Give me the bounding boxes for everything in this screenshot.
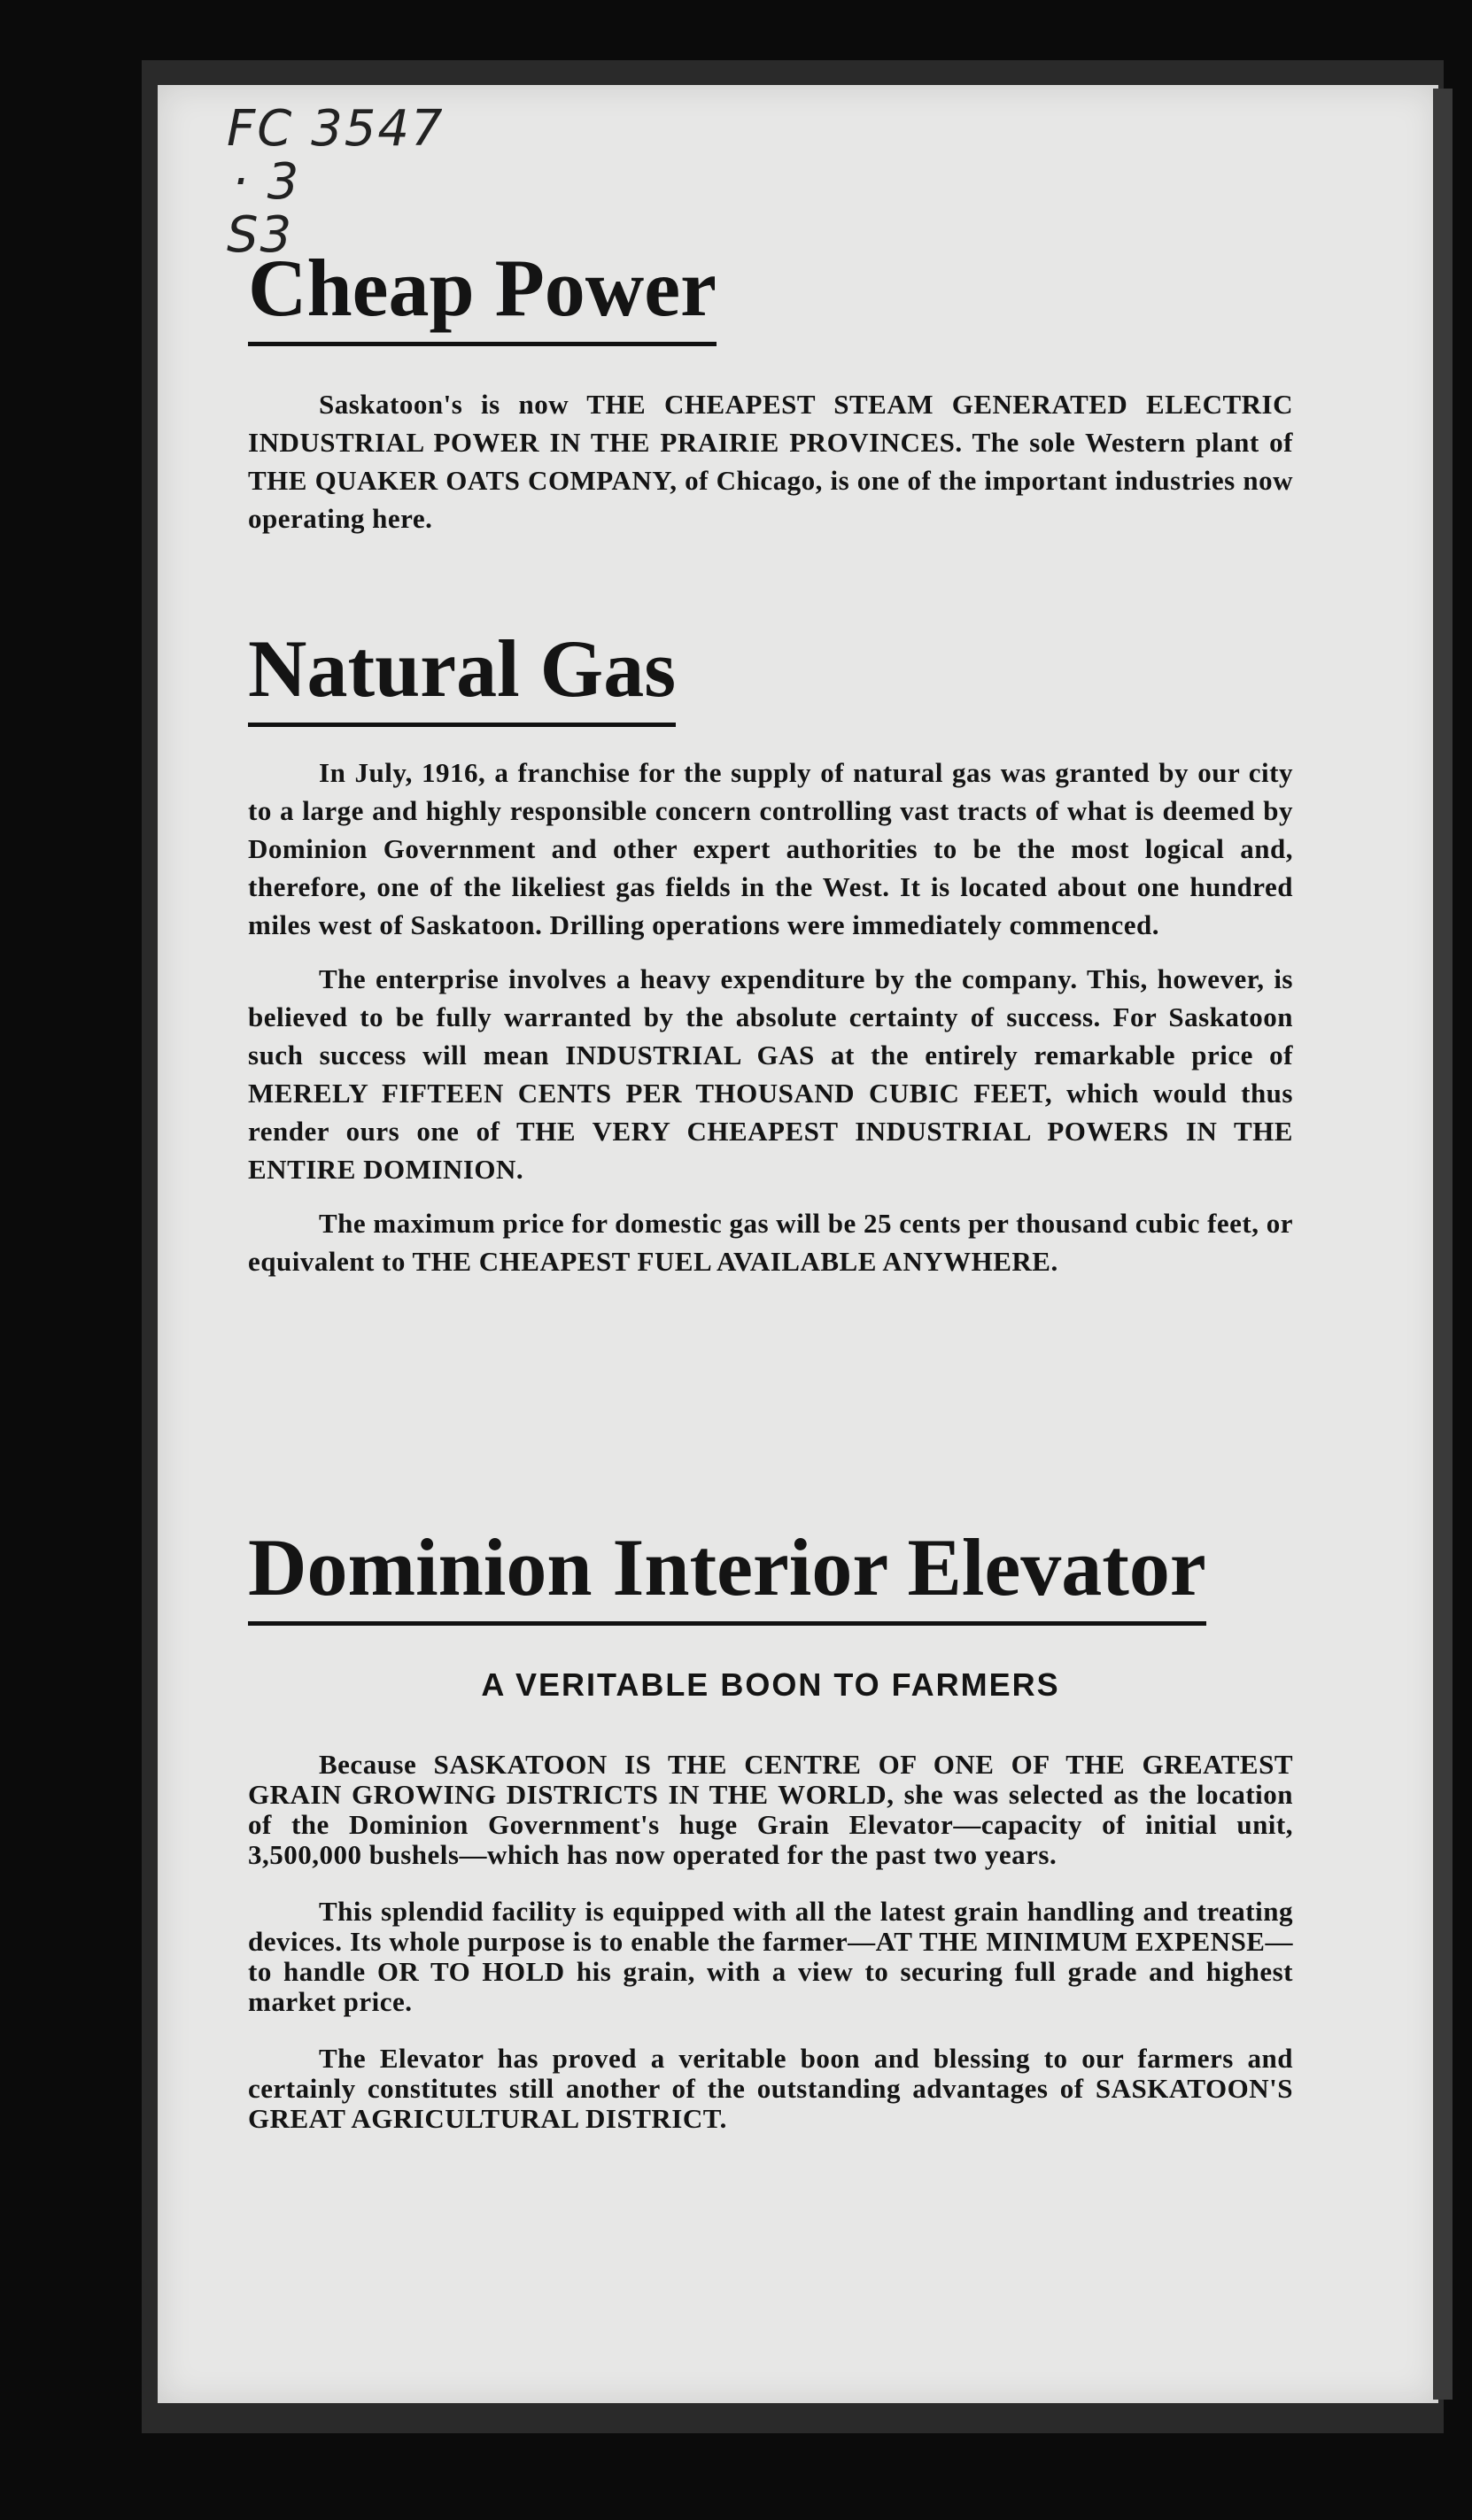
paragraph: The Elevator has proved a veritable boon and blessing to our farmers and certainly constitutes still another of the outstanding advantages of SASKATOON'S GREAT AGRICULTURAL DISTRICT.	[248, 2043, 1293, 2134]
paragraph: Because SASKATOON IS THE CENTRE OF ONE OF THE GREATEST GRAIN GROWING DISTRICTS IN THE WORLD, she was selected as the location of the Dominion Government's huge Grain Elevator—capacity of initial unit, 3,500,000 bushels—which has now operated for the past two years.	[248, 1749, 1293, 1870]
paragraph: Saskatoon's is now THE CHEAPEST STEAM GENERATED ELECTRIC INDUSTRIAL POWER IN THE PRAIRIE PROVINCES. The sole Western plant of THE QUAKER OATS COMPANY, of Chicago, is one of the important industries now operating here.	[248, 389, 1293, 534]
paragraph: In July, 1916, a franchise for the supply of natural gas was granted by our city to a large and highly responsible concern controlling vast tracts of what is deemed by Dominion Government and other expert authorities to be the most logical and, therefore, one of the likeliest gas fields in the West. It is located about one hundred miles west of Saskatoon. Drilling operations were immediately commenced.	[248, 757, 1293, 940]
call-number-line: S3	[227, 206, 294, 264]
section-cheap-power	[248, 239, 1293, 537]
call-number-line: · 3	[232, 153, 301, 211]
section-natural-gas	[248, 620, 1293, 1280]
section-elevator	[248, 1519, 1293, 2134]
paragraph: This splendid facility is equipped with all the latest grain handling and treating devices. Its whole purpose is to enable the farmer—AT THE MINIMUM EXPENSE—to handle OR TO HOLD his grain, with a view to securing full grade and highest market price.	[248, 1896, 1293, 2017]
section-title: Cheap Power	[248, 239, 717, 346]
call-number-line: FC 3547	[227, 100, 445, 158]
paragraph: The enterprise involves a heavy expenditure by the company. This, however, is believed to be fully warranted by the absolute certainty of success. For Saskatoon such success will mean INDUSTRIAL GAS at the entirely remarkable price of MERELY FIFTEEN CENTS PER THOUSAND CUBIC FEET, which would thus render ours one of THE VERY CHEAPEST INDUSTRIAL POWERS IN THE ENTIRE DOMINION.	[248, 963, 1293, 1185]
section-subtitle: A VERITABLE BOON TO FARMERS	[481, 1666, 1060, 1703]
call-number	[227, 100, 445, 264]
page-edge	[1433, 89, 1453, 2400]
section-title: Natural Gas	[248, 620, 676, 727]
paragraph: The maximum price for domestic gas will be 25 cents per thousand cubic feet, or equivalent to THE CHEAPEST FUEL AVAILABLE ANYWHERE.	[248, 1208, 1294, 1277]
section-title: Dominion Interior Elevator	[248, 1519, 1206, 1626]
